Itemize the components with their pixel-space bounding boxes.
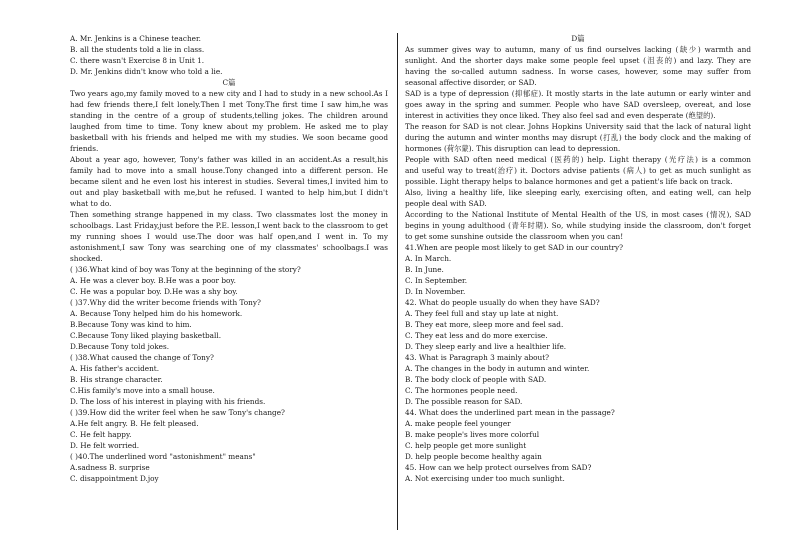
question-line: C.His family's move into a small house. (70, 386, 215, 395)
passage-line: possible. Light therapy helps to balance hormones and get a patient's life back on track. (405, 177, 733, 186)
question-line: C. In September. (405, 276, 468, 285)
question-line: A. make people feel younger (405, 419, 511, 428)
passage-line: Then something strange happened in my class. Two classmates lost the money in (70, 210, 388, 219)
section-c-title: C篇 (222, 78, 236, 87)
passage-c (70, 88, 388, 264)
passage-line: As summer gives way to autumn, many of us find ourselves lacking (缺少) warmth and (405, 45, 751, 54)
passage-line: during the autumn and winter months may disrupt (打乱) the body clock and the making of (405, 133, 751, 142)
question-line: D. They sleep early and live a healthier life. (405, 342, 567, 351)
question-line: B. His strange character. (70, 375, 163, 384)
passage-line: sunlight. And the shorter days make some people feel upset (沮丧的) and lazy. They are (405, 56, 751, 65)
passage-line: seasonal affective disorder, or SAD. (405, 78, 537, 87)
question-line: C. They eat less and do more exercise. (405, 331, 548, 340)
question-line: B. They eat more, sleep more and feel sad. (405, 320, 564, 329)
passage-line: Two years ago,my family moved to a new city and I had to study in a new school.As I (70, 89, 388, 98)
passage-line: goes away in the spring and summer. People who have SAD oversleep, overeat, and lose (405, 100, 751, 109)
questions-d (405, 242, 751, 484)
passage-line: what to do. (70, 199, 112, 208)
question-line: A. Not exercising under too much sunlight. (405, 474, 565, 483)
question-line: D.Because Tony told jokes. (70, 342, 170, 351)
question-line: A.sadness B. surprise (70, 463, 150, 472)
passage-line: had few friends there,I felt lonely.Then I met Tony.The first time I saw him,he was (70, 100, 388, 109)
question-line: C. disappointment D.joy (70, 474, 159, 483)
passage-line: About a year ago, however, Tony's father was killed in an accident.As a result,his (70, 155, 388, 164)
passage-line: hormones (荷尔蒙). This disruption can lead to depression. (405, 144, 621, 153)
passage-line: out and play basketball with me,but he refused. I wanted to help him,but I didn't (70, 188, 388, 197)
right-column (405, 33, 751, 484)
question-line: C. The hormones people need. (405, 386, 518, 395)
passage-line: People with SAD often need medical (医药的) help. Light therapy (光疗法) is a common (405, 155, 751, 164)
option-line: A. Mr. Jenkins is a Chinese teacher. (70, 34, 201, 43)
option-line: B. all the students told a lie in class. (70, 45, 205, 54)
passage-line: shocked. (70, 254, 103, 263)
question-line: D. The loss of his interest in playing with his friends. (70, 397, 266, 406)
question-line: A. Because Tony helped him do his homework. (70, 309, 243, 318)
passage-line: to get some sunshine outside the classroom when you can! (405, 232, 624, 241)
q35-options (70, 33, 388, 77)
question-line: B.Because Tony was kind to him. (70, 320, 192, 329)
option-line: D. Mr. Jenkins didn't know who told a lie. (70, 67, 223, 76)
passage-line: According to the National Institute of Mental Health of the US, in most cases (情况), SAD (405, 210, 751, 219)
question-line: D. In November. (405, 287, 466, 296)
question-line: A.He felt angry. B. He felt pleased. (70, 419, 199, 428)
left-column (70, 33, 388, 484)
section-d-title: D篇 (571, 34, 585, 43)
question-line: C. help people get more sunlight (405, 441, 527, 450)
passage-line: SAD is a type of depression (抑郁症). It mostly starts in the late autumn or early winter and (405, 89, 751, 98)
question-line: 42. What do people usually do when they have SAD? (405, 298, 600, 307)
passage-line: schoolbags. Last Friday,just before the P.E. lesson,I went back to the classroom to get (70, 221, 388, 230)
passage-line: and useful way to treat(治疗) it. Doctors advise patients (病人) to get as much sunlight as (405, 166, 751, 175)
passage-line: standing in the centre of a group of students,telling jokes. The children around (70, 111, 388, 120)
passage-line: laughed from time to time. Tony knew about my problem. He asked me to play (70, 122, 388, 131)
question-line: ( )38.What caused the change of Tony? (70, 353, 214, 362)
passage-line: people deal with SAD. (405, 199, 487, 208)
question-line: ( )37.Why did the writer become friends with Tony? (70, 298, 261, 307)
question-line: D. help people become healthy again (405, 452, 542, 461)
question-line: 43. What is Paragraph 3 mainly about? (405, 353, 550, 362)
question-line: B. In June. (405, 265, 444, 274)
question-line: D. He felt worried. (70, 441, 140, 450)
passage-line: family had to move into a small house.Tony changed into a different person. He (70, 166, 388, 175)
question-line: D. The possible reason for SAD. (405, 397, 523, 406)
passage-line: friends. (70, 144, 99, 153)
question-line: 45. How can we help protect ourselves from SAD? (405, 463, 592, 472)
question-line: B. The body clock of people with SAD. (405, 375, 547, 384)
passage-line: basketball with his friends and helped me with my studies. We soon became good (70, 133, 388, 142)
question-line: 44. What does the underlined part mean in the passage? (405, 408, 615, 417)
question-line: ( )40.The underlined word "astonishment" means" (70, 452, 256, 461)
question-line: ( )39.How did the writer feel when he saw Tony's change? (70, 408, 285, 417)
passage-line: my running shoes I would use.The door was half open,and I went in. To my (70, 232, 388, 241)
question-line: A. His father's accident. (70, 364, 160, 373)
question-line: C. He felt happy. (70, 430, 132, 439)
question-line: A. In March. (405, 254, 452, 263)
question-line: C.Because Tony liked playing basketball. (70, 331, 222, 340)
passage-line: The reason for SAD is not clear. Johns Hopkins University said that the lack of natural light (405, 122, 751, 131)
passage-line: Also, living a healthy life, like sleeping early, exercising often, and eating well, can help (405, 188, 751, 197)
passage-line: having the so-called autumn sadness. In worse cases, however, some may suffer from (405, 67, 751, 76)
question-line: ( )36.What kind of boy was Tony at the beginning of the story? (70, 265, 301, 274)
passage-line: begins in young adulthood (青年时期). So, while studying inside the classroom, don't forget (405, 221, 751, 230)
option-line: C. there wasn't Exercise 8 in Unit 1. (70, 56, 205, 65)
question-line: 41.When are people most likely to get SAD in our country? (405, 243, 624, 252)
question-line: A. They feel full and stay up late at night. (405, 309, 559, 318)
column-divider (397, 33, 398, 530)
passage-line: astonishment,I saw Tony was searching one of my classmates' schoolbags.I was (70, 243, 388, 252)
passage-d (405, 44, 751, 242)
questions-c (70, 264, 388, 484)
question-line: A. The changes in the body in autumn and winter. (405, 364, 590, 373)
passage-line: interest in activities they once liked. They also feel sad and even desperate (绝望的). (405, 111, 716, 120)
passage-line: became silent and he even lost his interest in studies. Several times,I invited him to (70, 177, 388, 186)
question-line: C. He was a popular boy. D.He was a shy boy. (70, 287, 238, 296)
question-line: A. He was a clever boy. B.He was a poor boy. (70, 276, 236, 285)
question-line: B. make people's lives more colorful (405, 430, 540, 439)
